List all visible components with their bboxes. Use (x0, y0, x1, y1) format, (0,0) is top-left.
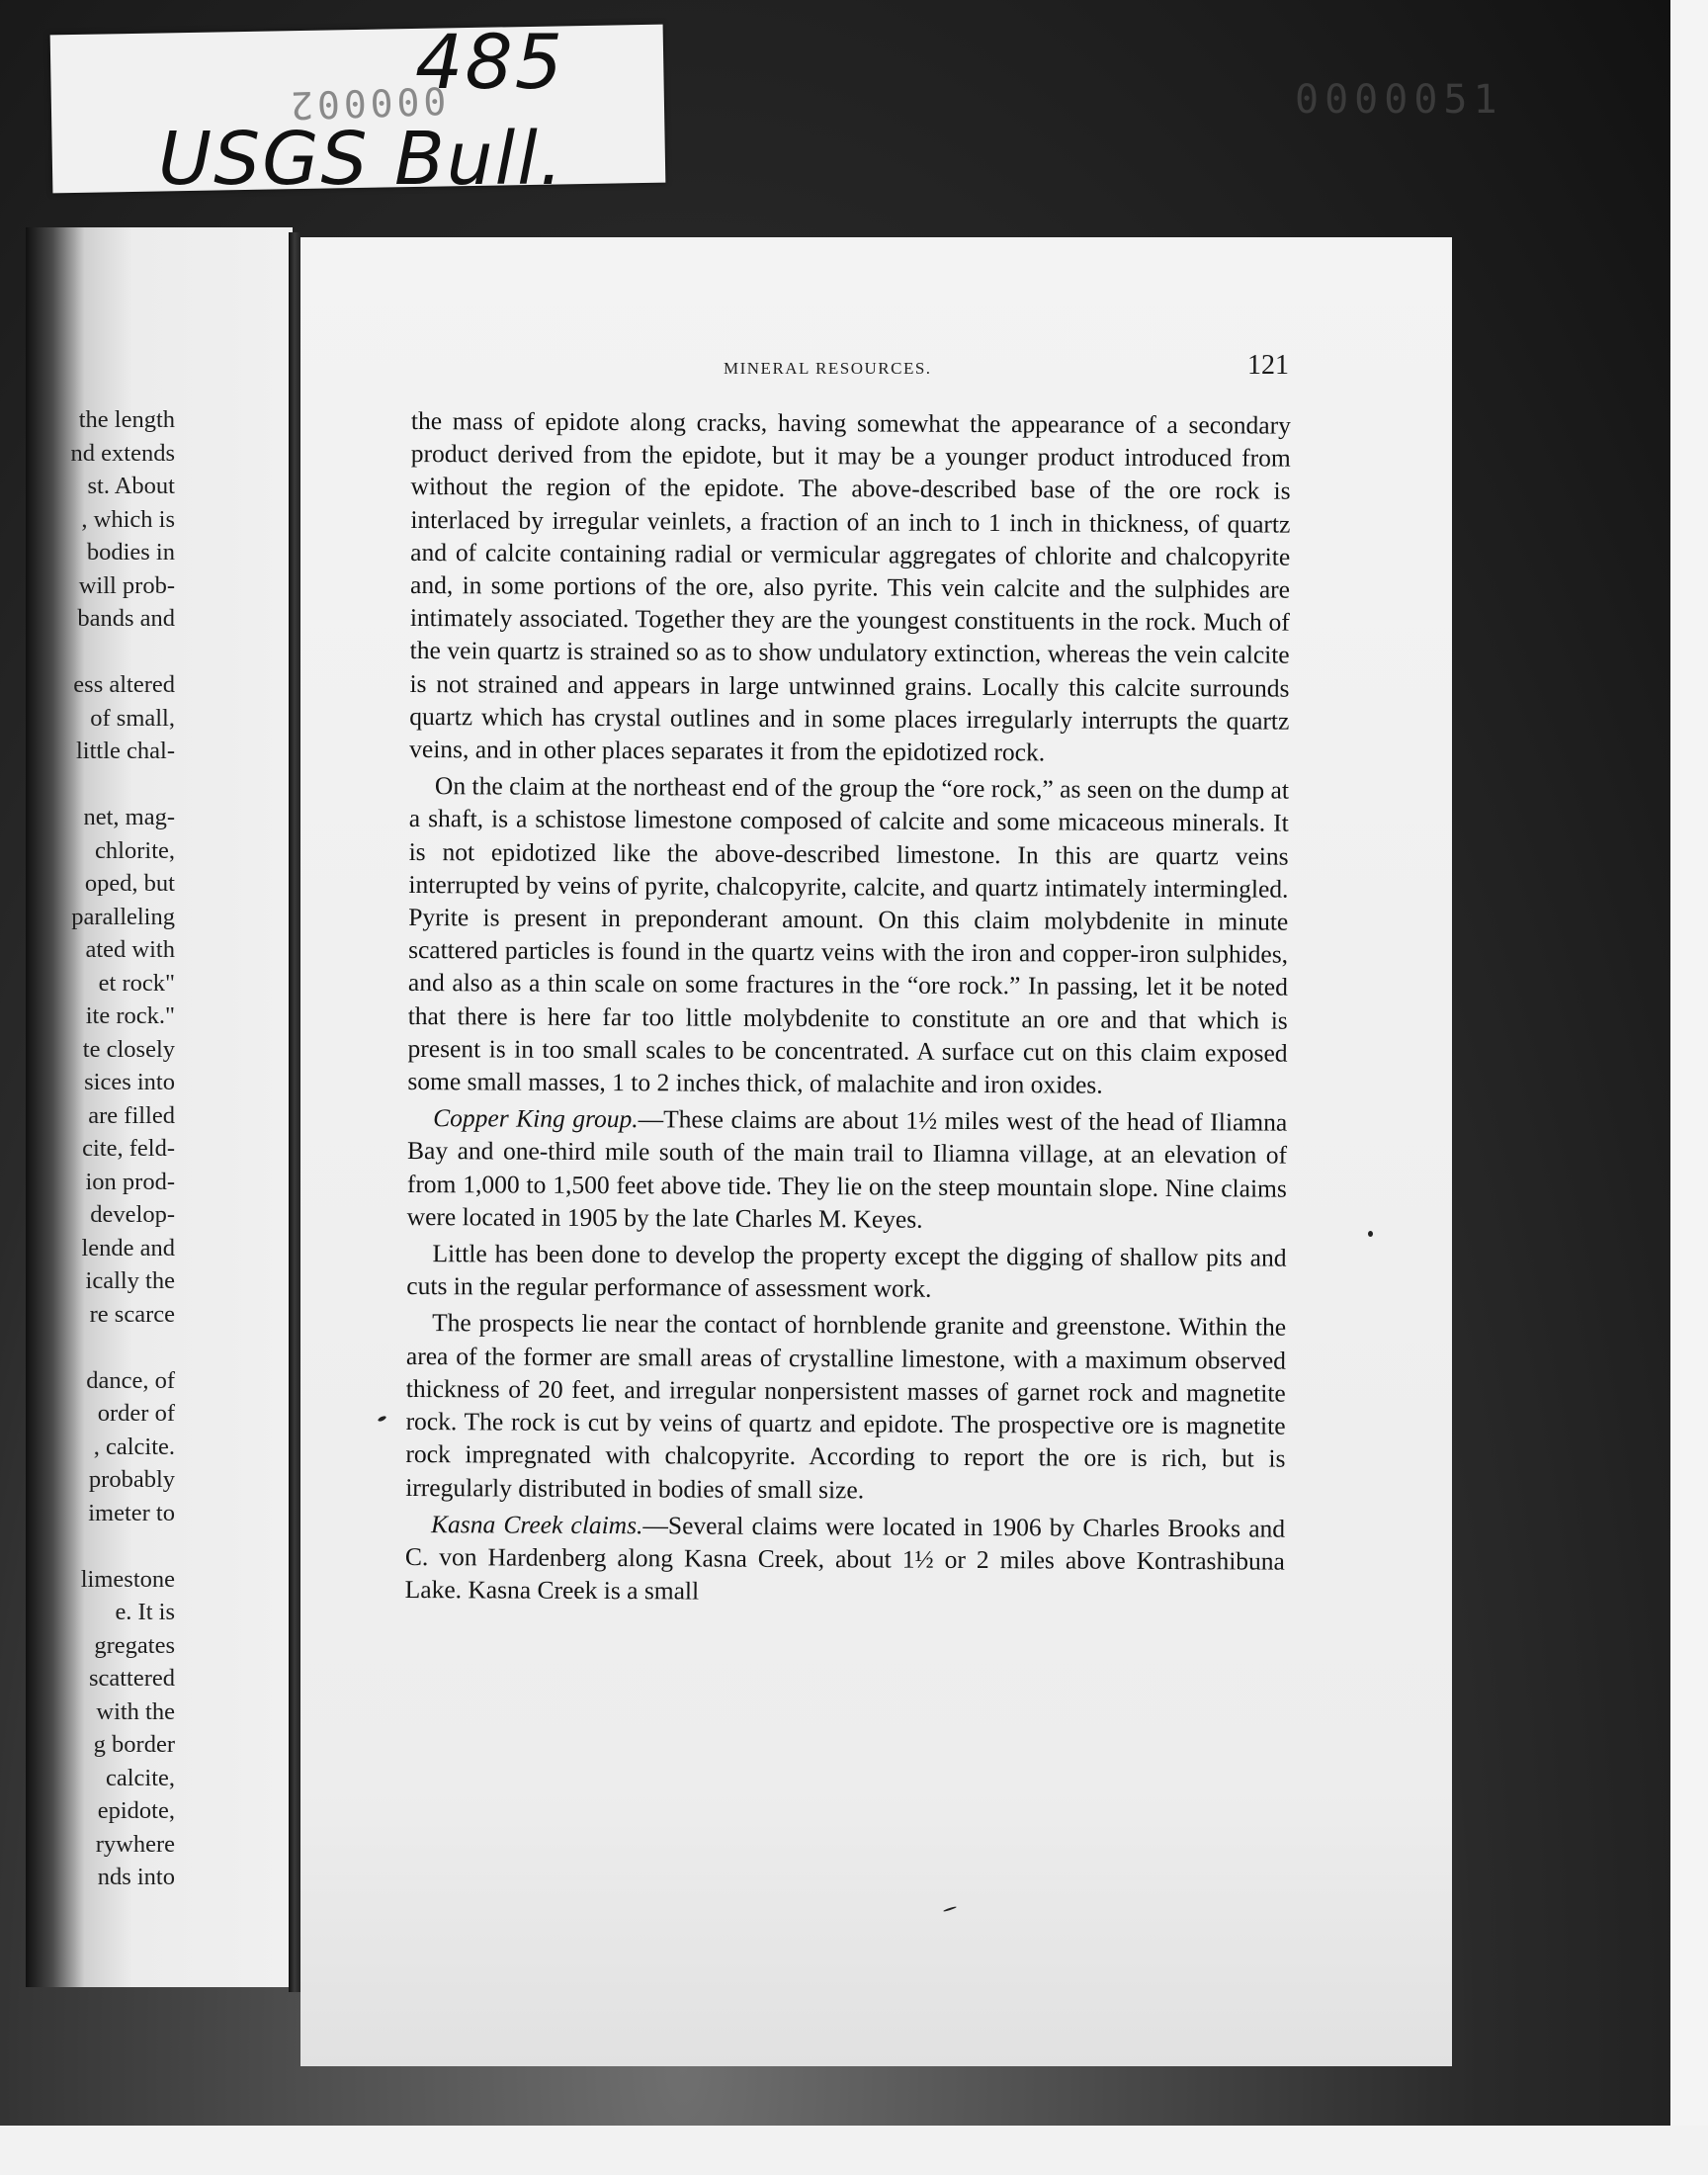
book-gutter (289, 232, 300, 1992)
corner-stamp: 0000051 (1295, 77, 1503, 123)
paragraph (405, 1508, 1286, 1610)
paragraph-text: —These claims are about 1½ miles west of the head of Iliamna Bay and one-third mile south of the main trail to Iliamna village, at an elevation of from 1,000 to 1,500 feet above tide. They lie on the steep mountain slope. Nine claims were located in 1905 by the late Charles M. Keyes. (406, 1104, 1288, 1234)
paragraph-text: The prospects lie near the contact of hornblende granite and greenstone. Within the area of the former are small areas of crystalline limestone, with a maximum observed thickness of 20 feet, and irregular nonpersistent masses of garnet rock and magnetite rock. The rock is cut by veins of quartz and epidote. The prospective ore is magnetite rock impregnated with chalcopyrite. According to report the ore is rich, but is irregularly distributed in bodies of small size. (405, 1308, 1287, 1504)
left-page-line: bands and (77, 605, 175, 632)
left-page-line: g border (93, 1731, 175, 1758)
left-page-line: nds into (97, 1864, 175, 1890)
left-page-line: order of (97, 1400, 175, 1427)
left-page-line: limestone (80, 1565, 175, 1593)
paragraph (406, 1237, 1286, 1307)
left-page-line: epidote, (97, 1797, 175, 1824)
running-head: MINERAL RESOURCES. (724, 359, 932, 378)
left-page-line: sices into (84, 1069, 175, 1095)
left-page-line: lende and (81, 1234, 175, 1262)
page-number: 121 (1247, 350, 1289, 381)
left-page-line: nd extends (70, 439, 175, 467)
left-page-line: , calcite. (93, 1433, 175, 1460)
left-page-line: of small, (90, 704, 175, 732)
left-page-line: ion prod- (85, 1168, 175, 1195)
left-page-line: chlorite, (95, 836, 175, 864)
left-page-line (32, 636, 175, 669)
left-page-line: scattered (88, 1665, 175, 1692)
left-page-line: ated with (85, 936, 175, 963)
left-page-line: will prob- (78, 571, 175, 599)
left-page-line: oped, but (84, 870, 175, 897)
left-page-line: net, mag- (83, 804, 175, 830)
left-page-line: rywhere (95, 1830, 175, 1858)
left-page-line: gregates (94, 1631, 175, 1659)
left-page-lines (32, 403, 175, 1894)
left-page-line: te closely (82, 1035, 175, 1063)
right-page (300, 237, 1452, 2066)
paragraph-text: Little has been done to develop the property except the digging of shallow pits and cuts in the regular performance of assessment work. (406, 1239, 1287, 1304)
left-page-line (32, 768, 175, 802)
left-page-line: the length (78, 406, 175, 433)
left-page-line: probably (88, 1466, 175, 1493)
left-page-line: et rock" (98, 969, 175, 997)
left-page-line: , which is (81, 505, 175, 533)
left-page-line: develop- (90, 1201, 175, 1228)
left-page-line: dance, of (86, 1366, 175, 1394)
left-page-line: little chal- (76, 738, 175, 764)
paragraph (407, 769, 1289, 1102)
reversed-stamp: 000002 (286, 78, 447, 128)
left-page-line: bodies in (86, 539, 175, 566)
paragraph (405, 1306, 1286, 1508)
scan-margin-right (1670, 0, 1708, 2175)
paragraph (409, 404, 1291, 770)
handwritten-title: USGS Bull. (158, 117, 565, 202)
handwritten-number: 485 (415, 18, 565, 106)
left-page-line: e. It is (115, 1599, 175, 1625)
left-page-line: re scarce (89, 1300, 175, 1328)
left-page-line: ite rock." (85, 1002, 175, 1029)
scan-speck (1368, 1231, 1373, 1237)
body-text (405, 404, 1291, 1610)
left-page-line: cite, feld- (82, 1135, 175, 1162)
left-page-line: ically the (85, 1267, 175, 1294)
paragraph-text: the mass of epidote along cracks, having somewhat the appearance of a secondary product derived from the epidote, but it may be a younger product introduced from without the region of the epidote. The above-described base of the ore rock is interlaced by irregular veinlets, a fraction of an inch to 1 inch in thickness, of quartz and of calcite containing radial or vermicular aggregates of chlorite and chalcopyrite and, in some portions of the ore, also pyrite. This vein calcite and the sulphides are intimately associated. Together they are the youngest constituents in the rock. Much of the vein quartz is strained so as to show undulatory extinction, whereas the vein calcite is not strained and appears in large untwinned grains. Locally this calcite surrounds quartz which has crystal outlines and in some places irregularly interrupts the quartz veins, and in other places separates it from the epidotized rock. (409, 405, 1291, 767)
left-page-line (32, 1331, 175, 1364)
left-page (26, 227, 293, 1987)
left-page-line: paralleling (71, 903, 175, 930)
scan-margin-bottom (0, 2126, 1708, 2175)
left-page-line: with the (96, 1697, 175, 1725)
paragraph-text: On the claim at the northeast end of the group the “ore rock,” as seen on the dump at a shaft, is a schistose limestone composed of calcite and some micaceous minerals. It is not epidotized like the above-described limestone. In this are quartz veins interrupted by veins of pyrite, chalcopyrite, calcite, and quartz intimately intermingled. Pyrite is present in preponderant amount. On this claim molybdenite in minute scattered particles is found in the quartz veins with the iron and copper-iron sulphides, and also as a thin scale on some fractures in the “ore rock.” In passing, let it be noted that there is here far too little molybdenite to constitute an ore and that which is present is in too small scales to be concentrated. A surface cut on this claim exposed some small masses, 1 to 2 inches thick, of malachite and iron oxides. (407, 771, 1290, 1099)
left-page-line: st. About (87, 473, 175, 499)
scan-speck (378, 1415, 387, 1422)
left-page-line: calcite, (105, 1764, 175, 1791)
scan-speck (943, 1906, 957, 1912)
paragraph-text: —Several claims were located in 1906 by Charles Brooks and C. von Hardenberg along Kasna Creek, about 1½ or 2 miles above Kontrashibuna Lake. Kasna Creek is a small (404, 1510, 1286, 1606)
left-page-line: ess altered (73, 671, 175, 698)
left-page-line: are filled (88, 1101, 175, 1129)
paragraph-run-in: Kasna Creek claims. (430, 1509, 643, 1539)
paragraph (407, 1101, 1288, 1237)
left-page-line: imeter to (88, 1499, 175, 1526)
left-page-line (32, 1529, 175, 1563)
paragraph-run-in: Copper King group. (433, 1103, 639, 1134)
